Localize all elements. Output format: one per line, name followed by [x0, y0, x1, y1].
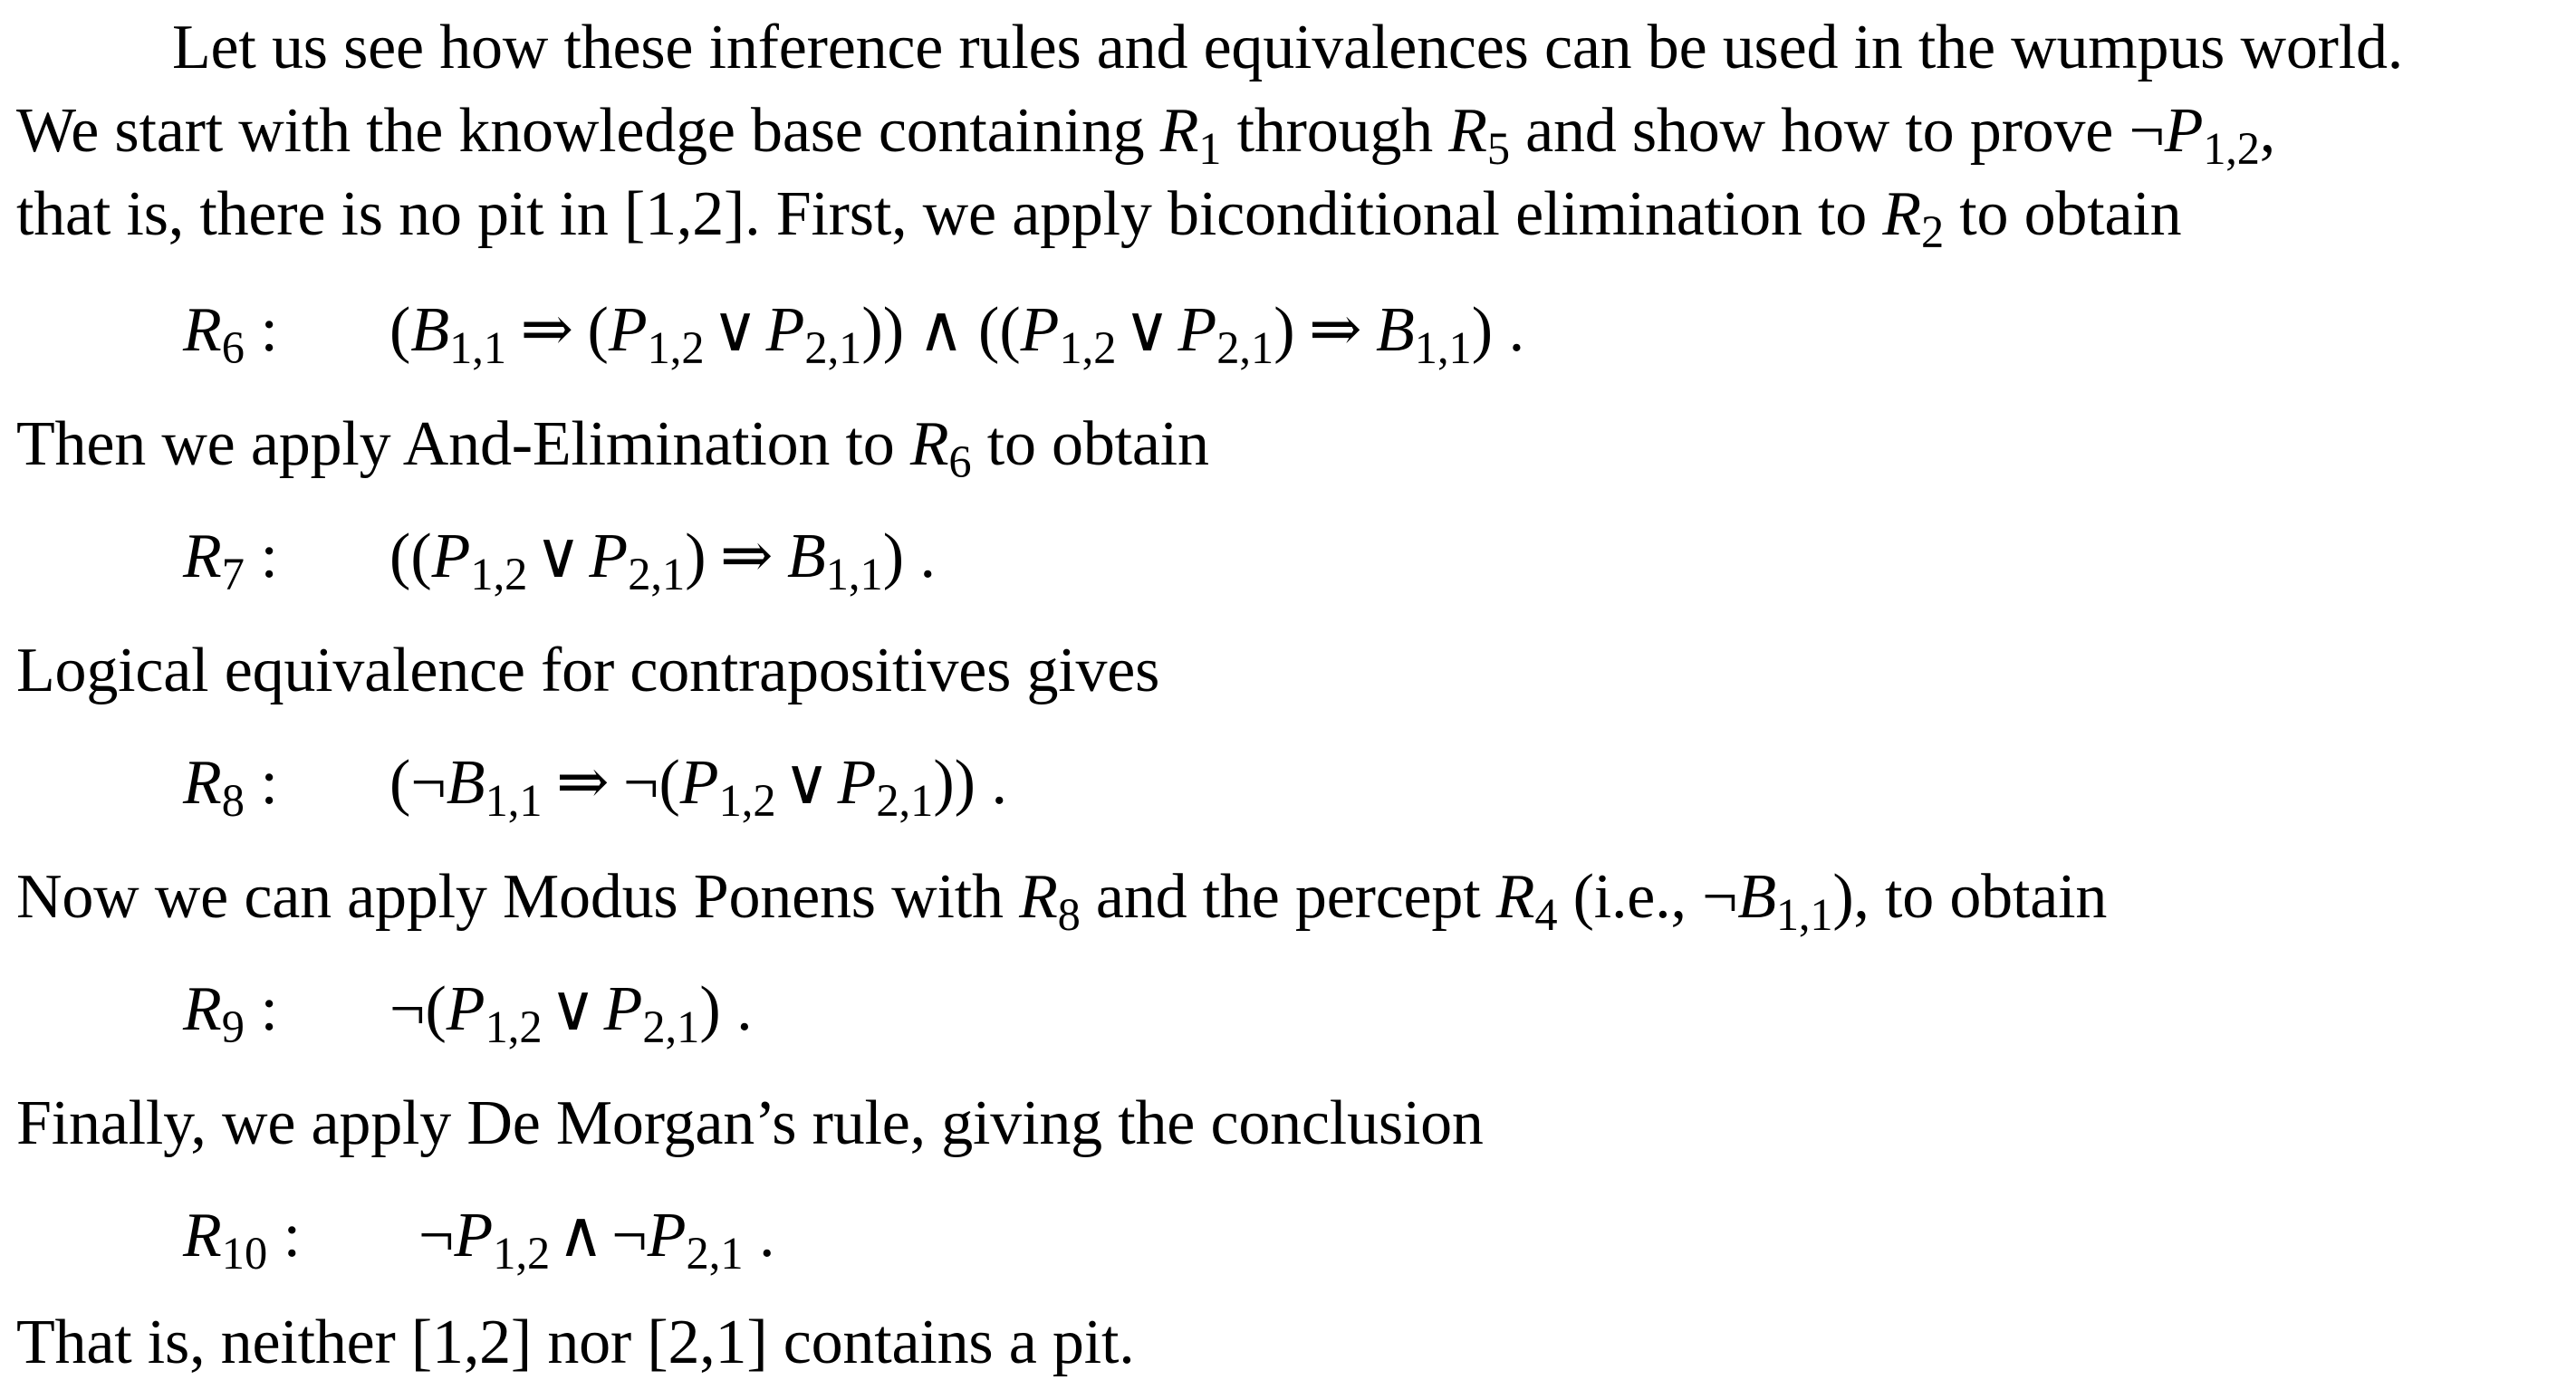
paragraph-line-finally: [16, 1088, 1484, 1158]
paragraph-line-3: [16, 179, 2182, 258]
symbol-r2: $R_2$: [1882, 179, 1944, 258]
equation-r8-label: $R_8$ :: [183, 748, 278, 827]
line-2-text-d: ,: [2259, 96, 2276, 166]
now-text-d: ), to obtain: [1832, 862, 2108, 932]
equation-r9: $\neg(P_{1,2}$ ∨ $P_{2,1}$) .: [389, 974, 753, 1053]
logical-text: Logical equivalence for contrapositives gives: [16, 636, 1160, 705]
paragraph-line-now: Now we can apply Modus Ponens with $R_8$ and the percept $R_4$ (i.e., $\neg B_{1,1}$), to obtain: [16, 862, 2108, 941]
line-1-text: Let us see how these inference rules and equivalences can be used in the wumpus world.: [172, 13, 2404, 82]
paragraph-line-1: [172, 13, 2404, 82]
line-2-text-b: through: [1221, 96, 1449, 166]
neg-symbol: ¬: [2129, 96, 2165, 166]
equation-r8: ($\neg B_{1,1}$ ⇒ $\neg(P_{1,2}$ ∨ $P_{2,1}$)) .: [389, 748, 1007, 827]
paragraph-line-2: [16, 96, 2276, 175]
symbol-r5: $R_5$: [1448, 96, 1510, 175]
then-text-a: Then we apply And-Elimination to: [16, 409, 910, 479]
equation-r9-label: $R_9$ :: [183, 974, 278, 1053]
line-3-text-b: to obtain: [1943, 179, 2182, 249]
line-3-text-a: that is, there is no pit in [1,2]. First, we apply biconditional elimination to: [16, 179, 1883, 249]
symbol-r6: $R_6$: [909, 409, 972, 488]
now-text-c: (i.e.,: [1557, 862, 1703, 932]
symbol-b11: $B_{1,1}$: [1737, 862, 1833, 941]
equation-r10-label: $R_{10}$ :: [183, 1201, 302, 1279]
paragraph-line-conclusion: [16, 1308, 1135, 1377]
symbol-r4: $R_4$: [1495, 862, 1558, 941]
line-2-text-a: We start with the knowledge base containing: [16, 96, 1160, 166]
symbol-p12: $P_{1,2}$: [2164, 96, 2260, 175]
paragraph-line-then: [16, 409, 1209, 488]
line-2-text-c: and show how to prove: [1509, 96, 2129, 166]
conclusion-text: That is, neither [1,2] nor [2,1] contains a pit.: [16, 1308, 1135, 1377]
paragraph-line-logical: [16, 636, 1160, 705]
now-text-b: and the percept: [1080, 862, 1496, 932]
equation-r7: (($P_{1,2}$ ∨ $P_{2,1}$) ⇒ $B_{1,1}$) .: [389, 522, 937, 600]
equation-r6: ($B_{1,1}$ ⇒ ($P_{1,2}$ ∨ $P_{2,1}$)) ∧ (($P_{1,2}$ ∨ $P_{2,1}$) ⇒ $B_{1,1}$) .: [389, 295, 1525, 374]
symbol-r1: $R_1$: [1159, 96, 1222, 175]
finally-text: Finally, we apply De Morgan’s rule, giving the conclusion: [16, 1088, 1484, 1158]
equation-r10: $\neg P_{1,2}$ ∧ $\neg P_{2,1}$ .: [418, 1201, 775, 1279]
equation-r7-label: $R_7$ :: [183, 522, 278, 600]
equation-r6-label: $R_6$ :: [183, 295, 278, 374]
then-text-b: to obtain: [971, 409, 1209, 479]
symbol-r8: $R_8$: [1019, 862, 1081, 941]
now-text-a: Now we can apply Modus Ponens with: [16, 862, 1020, 932]
